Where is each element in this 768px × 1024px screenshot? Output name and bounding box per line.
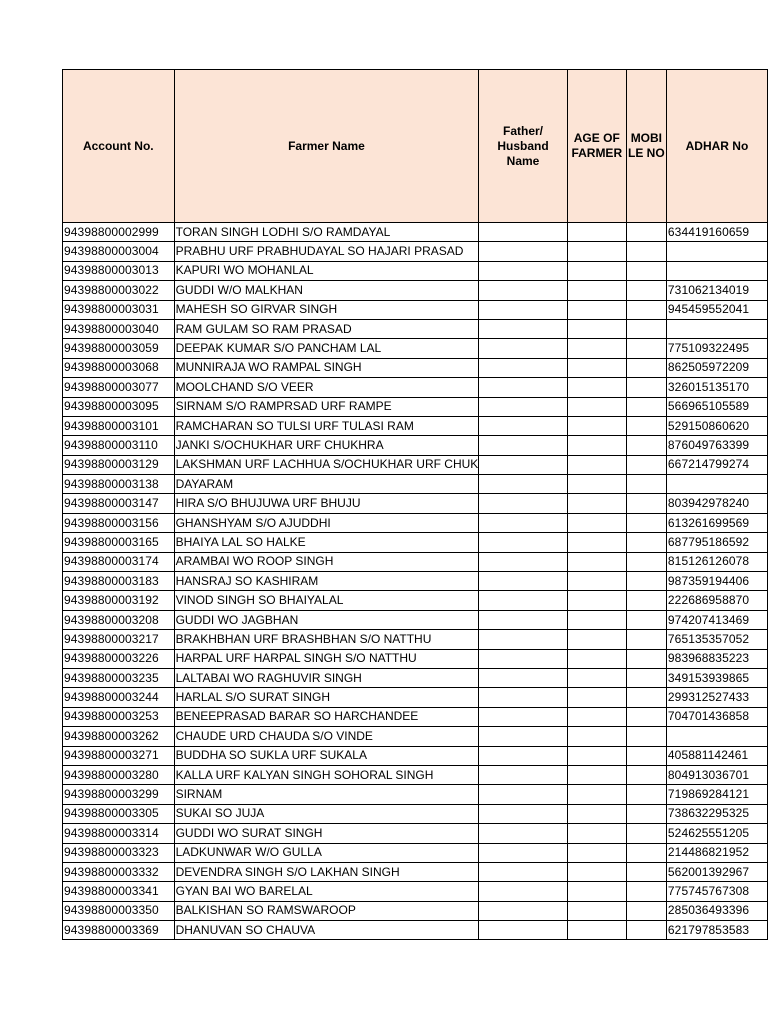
account-cell: 94398800003077: [63, 378, 175, 397]
account-cell: 94398800003332: [63, 862, 175, 881]
adhar-cell: 803942978240: [666, 494, 767, 513]
age-cell: [567, 513, 626, 532]
account-cell: 94398800003031: [63, 300, 175, 319]
age-cell: [567, 591, 626, 610]
table-row: [63, 319, 768, 338]
mobile-cell: [626, 901, 666, 920]
table-row: [63, 901, 768, 920]
farmer-name-cell: GUDDI WO JAGBHAN: [174, 610, 479, 629]
table-row: [63, 630, 768, 649]
adhar-cell: 719869284121: [666, 785, 767, 804]
father-husband-cell: [479, 727, 567, 746]
header-adhar-no: ADHAR No: [666, 70, 767, 223]
mobile-cell: [626, 785, 666, 804]
age-cell: [567, 765, 626, 784]
table-row: [63, 688, 768, 707]
table-row: [63, 610, 768, 629]
account-cell: 94398800003226: [63, 649, 175, 668]
adhar-cell: 804913036701: [666, 765, 767, 784]
table-row: [63, 882, 768, 901]
mobile-cell: [626, 242, 666, 261]
table-row: [63, 824, 768, 843]
mobile-cell: [626, 455, 666, 474]
adhar-cell: 562001392967: [666, 862, 767, 881]
farmer-name-cell: JANKI S/OCHUKHAR URF CHUKHRA: [174, 436, 479, 455]
table-row: [63, 475, 768, 494]
table-row: [63, 765, 768, 784]
mobile-cell: [626, 572, 666, 591]
farmer-name-cell: KAPURI WO MOHANLAL: [174, 261, 479, 280]
father-husband-cell: [479, 242, 567, 261]
farmer-name-cell: BRAKHBHAN URF BRASHBHAN S/O NATTHU: [174, 630, 479, 649]
father-husband-cell: [479, 688, 567, 707]
adhar-cell: 983968835223: [666, 649, 767, 668]
age-cell: [567, 572, 626, 591]
account-cell: 94398800003040: [63, 319, 175, 338]
adhar-cell: 529150860620: [666, 416, 767, 435]
father-husband-cell: [479, 358, 567, 377]
adhar-cell: 326015135170: [666, 378, 767, 397]
adhar-cell: 566965105589: [666, 397, 767, 416]
age-cell: [567, 552, 626, 571]
father-husband-cell: [479, 261, 567, 280]
mobile-cell: [626, 319, 666, 338]
account-cell: 94398800003305: [63, 804, 175, 823]
farmer-name-cell: MOOLCHAND S/O VEER: [174, 378, 479, 397]
table-row: [63, 436, 768, 455]
mobile-cell: [626, 397, 666, 416]
header-farmer-name: Farmer Name: [174, 70, 479, 223]
father-husband-cell: [479, 610, 567, 629]
table-row: [63, 397, 768, 416]
table-row: [63, 358, 768, 377]
account-cell: 94398800003004: [63, 242, 175, 261]
header-father-husband-name: Father/ Husband Name: [479, 70, 567, 223]
adhar-cell: [666, 319, 767, 338]
account-cell: 94398800003022: [63, 281, 175, 300]
adhar-cell: [666, 475, 767, 494]
age-cell: [567, 824, 626, 843]
father-husband-cell: [479, 921, 567, 940]
adhar-cell: 775745767308: [666, 882, 767, 901]
farmer-name-cell: SUKAI SO JUJA: [174, 804, 479, 823]
account-cell: 94398800003271: [63, 746, 175, 765]
table-row: [63, 223, 768, 242]
farmer-name-cell: DAYARAM: [174, 475, 479, 494]
mobile-cell: [626, 688, 666, 707]
farmer-name-cell: GUDDI W/O MALKHAN: [174, 281, 479, 300]
father-husband-cell: [479, 765, 567, 784]
account-cell: 94398800003101: [63, 416, 175, 435]
father-husband-cell: [479, 378, 567, 397]
account-cell: 94398800003138: [63, 475, 175, 494]
account-cell: 94398800003244: [63, 688, 175, 707]
table-row: [63, 746, 768, 765]
father-husband-cell: [479, 319, 567, 338]
table-row: [63, 533, 768, 552]
father-husband-cell: [479, 746, 567, 765]
farmer-name-cell: DEVENDRA SINGH S/O LAKHAN SINGH: [174, 862, 479, 881]
age-cell: [567, 397, 626, 416]
account-cell: 94398800003068: [63, 358, 175, 377]
mobile-cell: [626, 300, 666, 319]
account-cell: 94398800003208: [63, 610, 175, 629]
adhar-cell: 621797853583: [666, 921, 767, 940]
mobile-cell: [626, 416, 666, 435]
farmer-name-cell: SIRNAM S/O RAMPRSAD URF RAMPE: [174, 397, 479, 416]
adhar-cell: 405881142461: [666, 746, 767, 765]
table-row: [63, 552, 768, 571]
table-row: [63, 513, 768, 532]
account-cell: 94398800003280: [63, 765, 175, 784]
father-husband-cell: [479, 281, 567, 300]
farmer-name-cell: MUNNIRAJA WO RAMPAL SINGH: [174, 358, 479, 377]
father-husband-cell: [479, 804, 567, 823]
table-row: [63, 455, 768, 474]
farmer-name-cell: BUDDHA SO SUKLA URF SUKALA: [174, 746, 479, 765]
farmer-name-cell: GUDDI WO SURAT SINGH: [174, 824, 479, 843]
father-husband-cell: [479, 223, 567, 242]
age-cell: [567, 475, 626, 494]
adhar-cell: [666, 242, 767, 261]
table-row: [63, 668, 768, 687]
mobile-cell: [626, 591, 666, 610]
age-cell: [567, 921, 626, 940]
father-husband-cell: [479, 591, 567, 610]
adhar-cell: 862505972209: [666, 358, 767, 377]
mobile-cell: [626, 630, 666, 649]
table-row: [63, 300, 768, 319]
table-row: [63, 727, 768, 746]
farmer-name-cell: BALKISHAN SO RAMSWAROOP: [174, 901, 479, 920]
table-row: [63, 281, 768, 300]
table-row: [63, 591, 768, 610]
mobile-cell: [626, 727, 666, 746]
mobile-cell: [626, 475, 666, 494]
farmer-name-cell: LADKUNWAR W/O GULLA: [174, 843, 479, 862]
header-row: [63, 70, 768, 223]
account-cell: 94398800003314: [63, 824, 175, 843]
table-row: [63, 339, 768, 358]
mobile-cell: [626, 358, 666, 377]
adhar-cell: 731062134019: [666, 281, 767, 300]
father-husband-cell: [479, 649, 567, 668]
adhar-cell: 524625551205: [666, 824, 767, 843]
age-cell: [567, 882, 626, 901]
age-cell: [567, 455, 626, 474]
adhar-cell: 687795186592: [666, 533, 767, 552]
age-cell: [567, 901, 626, 920]
age-cell: [567, 378, 626, 397]
adhar-cell: [666, 727, 767, 746]
age-cell: [567, 707, 626, 726]
adhar-cell: 974207413469: [666, 610, 767, 629]
account-cell: 94398800003059: [63, 339, 175, 358]
table-row: [63, 707, 768, 726]
table-row: [63, 261, 768, 280]
farmer-name-cell: BHAIYA LAL SO HALKE: [174, 533, 479, 552]
farmer-name-cell: ARAMBAI WO ROOP SINGH: [174, 552, 479, 571]
father-husband-cell: [479, 436, 567, 455]
account-cell: 94398800003013: [63, 261, 175, 280]
mobile-cell: [626, 668, 666, 687]
farmer-name-cell: LALTABAI WO RAGHUVIR SINGH: [174, 668, 479, 687]
father-husband-cell: [479, 785, 567, 804]
father-husband-cell: [479, 862, 567, 881]
age-cell: [567, 261, 626, 280]
father-husband-cell: [479, 416, 567, 435]
farmer-name-cell: CHAUDE URD CHAUDA S/O VINDE: [174, 727, 479, 746]
mobile-cell: [626, 533, 666, 552]
farmer-name-cell: SIRNAM: [174, 785, 479, 804]
mobile-cell: [626, 862, 666, 881]
mobile-cell: [626, 649, 666, 668]
account-cell: 94398800003156: [63, 513, 175, 532]
account-cell: 94398800003110: [63, 436, 175, 455]
table-row: [63, 785, 768, 804]
table-row: [63, 649, 768, 668]
father-husband-cell: [479, 843, 567, 862]
adhar-cell: 738632295325: [666, 804, 767, 823]
account-cell: 94398800003299: [63, 785, 175, 804]
adhar-cell: 285036493396: [666, 901, 767, 920]
father-husband-cell: [479, 533, 567, 552]
adhar-cell: 876049763399: [666, 436, 767, 455]
table-row: [63, 378, 768, 397]
mobile-cell: [626, 824, 666, 843]
farmer-name-cell: PRABHU URF PRABHUDAYAL SO HAJARI PRASAD: [174, 242, 479, 261]
adhar-cell: 299312527433: [666, 688, 767, 707]
father-husband-cell: [479, 707, 567, 726]
father-husband-cell: [479, 668, 567, 687]
farmer-name-cell: GYAN BAI WO BARELAL: [174, 882, 479, 901]
table-row: [63, 862, 768, 881]
age-cell: [567, 785, 626, 804]
adhar-cell: 222686958870: [666, 591, 767, 610]
mobile-cell: [626, 707, 666, 726]
mobile-cell: [626, 261, 666, 280]
adhar-cell: 349153939865: [666, 668, 767, 687]
account-cell: 94398800003129: [63, 455, 175, 474]
farmer-name-cell: HIRA S/O BHUJUWA URF BHUJU: [174, 494, 479, 513]
farmer-name-cell: LAKSHMAN URF LACHHUA S/OCHUKHAR URF CHUK: [174, 455, 479, 474]
age-cell: [567, 727, 626, 746]
age-cell: [567, 746, 626, 765]
mobile-cell: [626, 378, 666, 397]
father-husband-cell: [479, 513, 567, 532]
age-cell: [567, 242, 626, 261]
account-cell: 94398800003217: [63, 630, 175, 649]
father-husband-cell: [479, 339, 567, 358]
adhar-cell: 945459552041: [666, 300, 767, 319]
age-cell: [567, 630, 626, 649]
father-husband-cell: [479, 630, 567, 649]
age-cell: [567, 494, 626, 513]
father-husband-cell: [479, 455, 567, 474]
mobile-cell: [626, 746, 666, 765]
adhar-cell: 613261699569: [666, 513, 767, 532]
account-cell: 94398800003174: [63, 552, 175, 571]
farmer-name-cell: DHANUVAN SO CHAUVA: [174, 921, 479, 940]
account-cell: 94398800003235: [63, 668, 175, 687]
farmer-name-cell: VINOD SINGH SO BHAIYALAL: [174, 591, 479, 610]
age-cell: [567, 668, 626, 687]
father-husband-cell: [479, 572, 567, 591]
adhar-cell: 704701436858: [666, 707, 767, 726]
account-cell: 94398800003341: [63, 882, 175, 901]
father-husband-cell: [479, 475, 567, 494]
farmer-name-cell: GHANSHYAM S/O AJUDDHI: [174, 513, 479, 532]
age-cell: [567, 688, 626, 707]
header-age-of-farmer: AGE OF FARMER: [567, 70, 626, 223]
mobile-cell: [626, 223, 666, 242]
adhar-cell: 765135357052: [666, 630, 767, 649]
adhar-cell: 214486821952: [666, 843, 767, 862]
account-cell: 94398800003147: [63, 494, 175, 513]
father-husband-cell: [479, 300, 567, 319]
account-cell: 94398800003323: [63, 843, 175, 862]
age-cell: [567, 649, 626, 668]
farmer-name-cell: RAMCHARAN SO TULSI URF TULASI RAM: [174, 416, 479, 435]
father-husband-cell: [479, 397, 567, 416]
farmer-name-cell: BENEEPRASAD BARAR SO HARCHANDEE: [174, 707, 479, 726]
mobile-cell: [626, 552, 666, 571]
mobile-cell: [626, 339, 666, 358]
age-cell: [567, 281, 626, 300]
age-cell: [567, 416, 626, 435]
adhar-cell: 634419160659: [666, 223, 767, 242]
farmer-name-cell: DEEPAK KUMAR S/O PANCHAM LAL: [174, 339, 479, 358]
table-row: [63, 921, 768, 940]
account-cell: 94398800002999: [63, 223, 175, 242]
mobile-cell: [626, 765, 666, 784]
mobile-cell: [626, 494, 666, 513]
account-cell: 94398800003165: [63, 533, 175, 552]
age-cell: [567, 358, 626, 377]
account-cell: 94398800003183: [63, 572, 175, 591]
age-cell: [567, 319, 626, 338]
age-cell: [567, 533, 626, 552]
adhar-cell: 667214799274: [666, 455, 767, 474]
account-cell: 94398800003192: [63, 591, 175, 610]
header-mobile-no: MOBI LE NO: [626, 70, 666, 223]
farmer-name-cell: HARLAL S/O SURAT SINGH: [174, 688, 479, 707]
age-cell: [567, 862, 626, 881]
account-cell: 94398800003262: [63, 727, 175, 746]
age-cell: [567, 300, 626, 319]
father-husband-cell: [479, 901, 567, 920]
adhar-cell: [666, 261, 767, 280]
farmer-name-cell: HARPAL URF HARPAL SINGH S/O NATTHU: [174, 649, 479, 668]
farmer-name-cell: KALLA URF KALYAN SINGH SOHORAL SINGH: [174, 765, 479, 784]
account-cell: 94398800003369: [63, 921, 175, 940]
mobile-cell: [626, 921, 666, 940]
table-body: [63, 223, 768, 940]
father-husband-cell: [479, 552, 567, 571]
account-cell: 94398800003095: [63, 397, 175, 416]
mobile-cell: [626, 436, 666, 455]
table-row: [63, 494, 768, 513]
adhar-cell: 815126126078: [666, 552, 767, 571]
table-row: [63, 843, 768, 862]
farmer-name-cell: HANSRAJ SO KASHIRAM: [174, 572, 479, 591]
table-row: [63, 572, 768, 591]
mobile-cell: [626, 843, 666, 862]
farmer-table: [62, 69, 768, 940]
adhar-cell: 775109322495: [666, 339, 767, 358]
header-account-no: Account No.: [63, 70, 175, 223]
account-cell: 94398800003350: [63, 901, 175, 920]
age-cell: [567, 843, 626, 862]
mobile-cell: [626, 513, 666, 532]
table-row: [63, 804, 768, 823]
farmer-name-cell: TORAN SINGH LODHI S/O RAMDAYAL: [174, 223, 479, 242]
mobile-cell: [626, 610, 666, 629]
table-row: [63, 416, 768, 435]
account-cell: 94398800003253: [63, 707, 175, 726]
father-husband-cell: [479, 824, 567, 843]
farmer-table-container: [62, 69, 768, 940]
age-cell: [567, 223, 626, 242]
adhar-cell: 987359194406: [666, 572, 767, 591]
farmer-name-cell: RAM GULAM SO RAM PRASAD: [174, 319, 479, 338]
mobile-cell: [626, 882, 666, 901]
father-husband-cell: [479, 494, 567, 513]
age-cell: [567, 804, 626, 823]
farmer-name-cell: MAHESH SO GIRVAR SINGH: [174, 300, 479, 319]
age-cell: [567, 610, 626, 629]
mobile-cell: [626, 804, 666, 823]
mobile-cell: [626, 281, 666, 300]
age-cell: [567, 436, 626, 455]
table-row: [63, 242, 768, 261]
age-cell: [567, 339, 626, 358]
father-husband-cell: [479, 882, 567, 901]
